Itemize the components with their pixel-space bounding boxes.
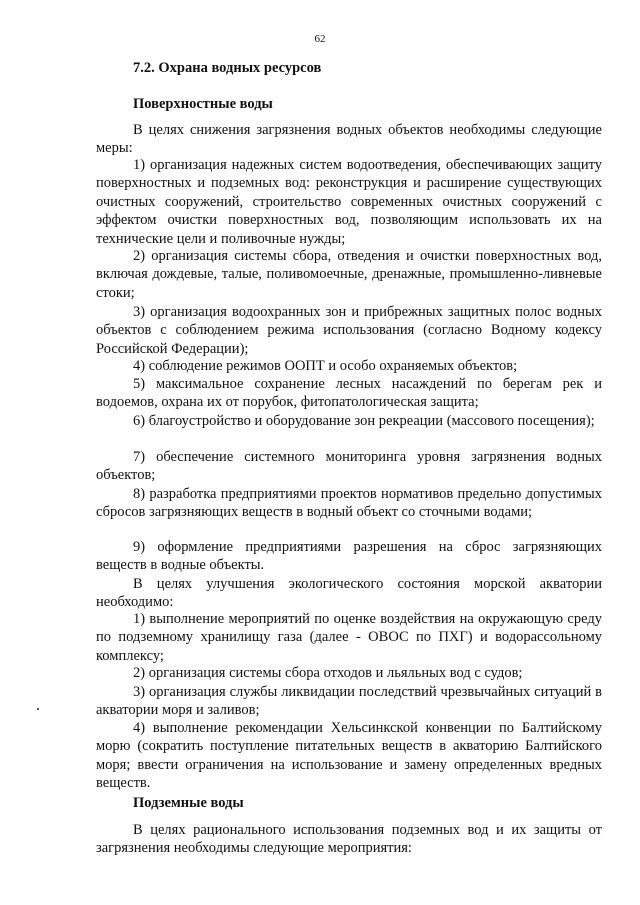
scan-speck: [37, 708, 39, 710]
list-item: 8) разработка предприятиями проектов нормативов предельно допустимых сбросов загрязняющих веществ в водный объект со сточными водами;: [96, 486, 602, 521]
list-item: 9) оформление предприятиями разрешения на сброс загрязняющих веществ в водные объекты.: [96, 539, 602, 574]
page-number: 62: [314, 33, 326, 45]
underground-intro: В целях рационального использования подземных вод и их защиты от загрязнения необходимы следующие мероприятия:: [96, 822, 602, 857]
subheading-underground-water: Подземные воды: [133, 795, 244, 811]
list-item: 4) выполнение рекомендации Хельсинкской конвенции по Балтийскому морю (сократить поступление питательных веществ в акваторию Балтийского моря; ввести ограничения на использование и замену определенных вредных веществ.: [96, 720, 602, 792]
list-item: 3) организация службы ликвидации последствий чрезвычайных ситуаций в акватории моря и заливов;: [96, 684, 602, 719]
marine-intro: В целях улучшения экологического состояния морской акватории необходимо:: [96, 576, 602, 611]
section-title: 7.2. Охрана водных ресурсов: [133, 60, 322, 76]
list-item: 2) организация системы сбора, отведения и очистки поверхностных вод, включая дождевые, талые, поливомоечные, дренажные, промышленно-ливневые стоки;: [96, 248, 602, 301]
list-item: 5) максимальное сохранение лесных насаждений по берегам рек и водоемов, охрана их от порубок, фитопатологическая защита;: [96, 376, 602, 411]
subheading-surface-water: Поверхностные воды: [133, 96, 273, 112]
list-item: 6) благоустройство и оборудование зон рекреации (массового посещения);: [133, 413, 595, 429]
list-item: 1) организация надежных систем водоотведения, обеспечивающих защиту поверхностных и подземных вод: реконструкция и расширение существующих очистных сооружений, строительство современных очистных сооружений с эффектом очистки поверхностных вод, позволяющим использовать их на технические цели и поливочные нужды;: [96, 157, 602, 247]
list-item: 7) обеспечение системного мониторинга уровня загрязнения водных объектов;: [96, 449, 602, 484]
surface-intro: В целях снижения загрязнения водных объектов необходимы следующие меры:: [96, 122, 602, 157]
list-item: 4) соблюдение режимов ООПТ и особо охраняемых объектов;: [133, 358, 518, 374]
list-item: 3) организация водоохранных зон и прибрежных защитных полос водных объектов с соблюдением режима использования (согласно Водному кодексу Российской Федерации);: [96, 304, 602, 357]
list-item: 1) выполнение мероприятий по оценке воздействия на окружающую среду по подземному хранилищу газа (далее - ОВОС по ПХГ) и водорассольному комплексу;: [96, 611, 602, 664]
list-item: 2) организация системы сбора отходов и льяльных вод с судов;: [133, 665, 523, 681]
